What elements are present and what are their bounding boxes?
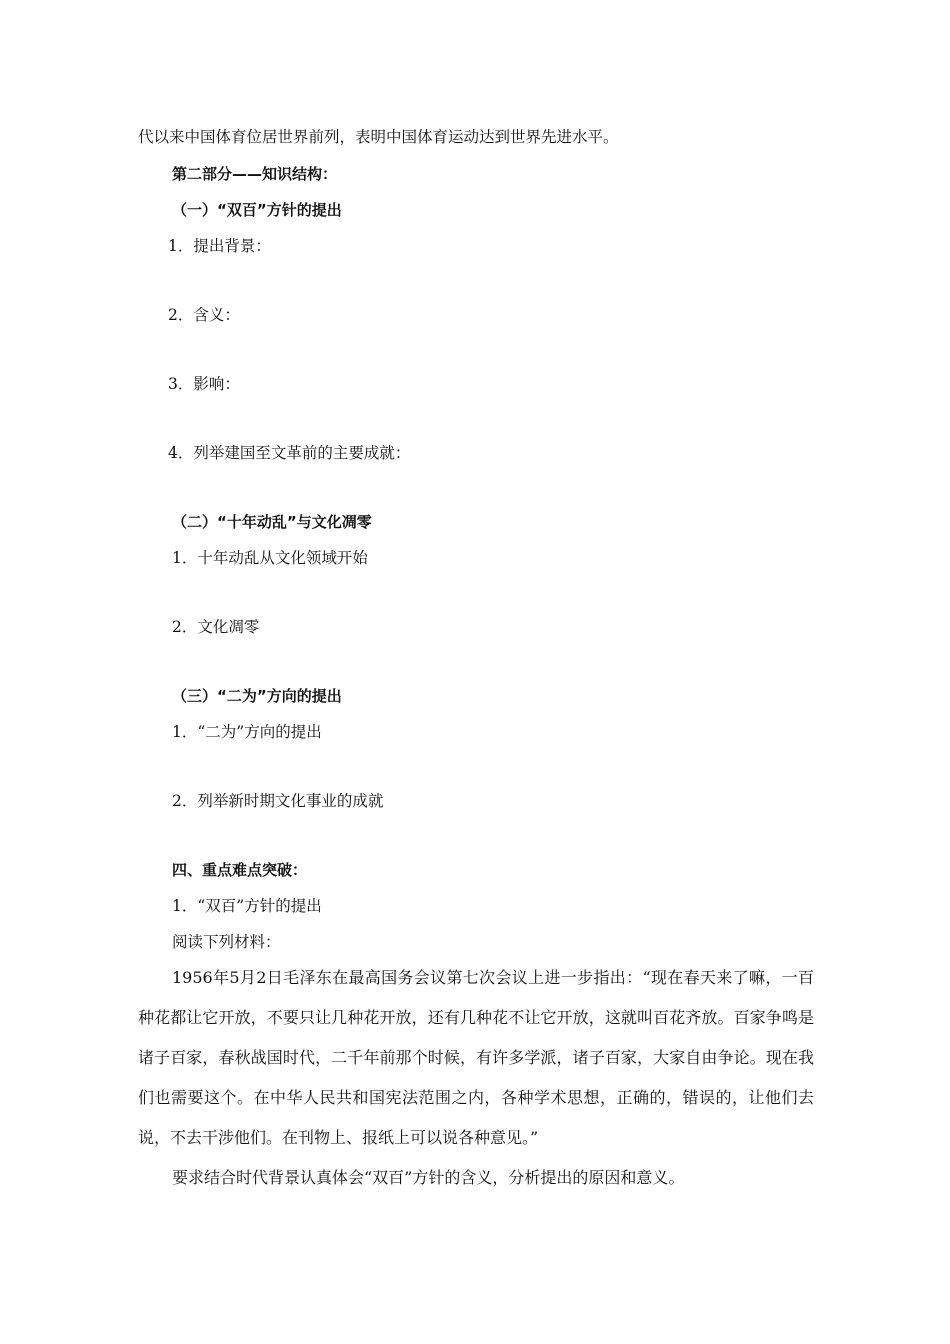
section1-item-2: 2．含义：: [168, 306, 240, 324]
section2-heading: （二）“十年动乱”与文化凋零: [172, 513, 372, 531]
section3-item-1: 1．“二为”方向的提出: [172, 723, 322, 741]
section4-heading: 四、重点难点突破：: [172, 861, 308, 879]
intro-line: 代以来中国体育位居世界前列，表明中国体育运动达到世界先进水平。: [138, 128, 619, 146]
section2-item-2: 2．文化凋零: [172, 618, 260, 636]
read-prompt: 阅读下列材料：: [172, 933, 281, 951]
quote-paragraph: 1956年5月2日毛泽东在最高国务会议第七次会议上进一步指出：“现在春天来了嘛，一百种花都让它开放，不要只让几种花开放，还有几种花不让它开放，这就叫百花齐放。百家争鸣是诸子百家，春秋战国时代，二千年前那个时候，有许多学派，诸子百家，大家自由争论。现在我们也需要这个。在中华人民共和国宪法范围之内，各种学术思想，正确的，错误的，让他们去说，不去干涉他们。在刊物上、报纸上可以说各种意见。”: [138, 968, 814, 1147]
section4-item-1: 1．“双百”方针的提出: [172, 897, 322, 915]
part2-heading: 第二部分——知识结构：: [172, 165, 338, 183]
section1-item-3: 3．影响：: [168, 375, 240, 393]
section1-item-4: 4．列举建国至文革前的主要成就：: [168, 444, 411, 462]
section1-item-1: 1．提出背景：: [168, 237, 271, 255]
requirement-line: 要求结合时代背景认真体会“双百”方针的含义，分析提出的原因和意义。: [172, 1168, 685, 1187]
section3-item-2: 2．列举新时期文化事业的成就: [172, 792, 384, 810]
section3-heading: （三）“二为”方向的提出: [172, 687, 342, 705]
section2-item-1: 1．十年动乱从文化领域开始: [172, 549, 368, 567]
section1-heading: （一）“双百”方针的提出: [172, 201, 342, 219]
